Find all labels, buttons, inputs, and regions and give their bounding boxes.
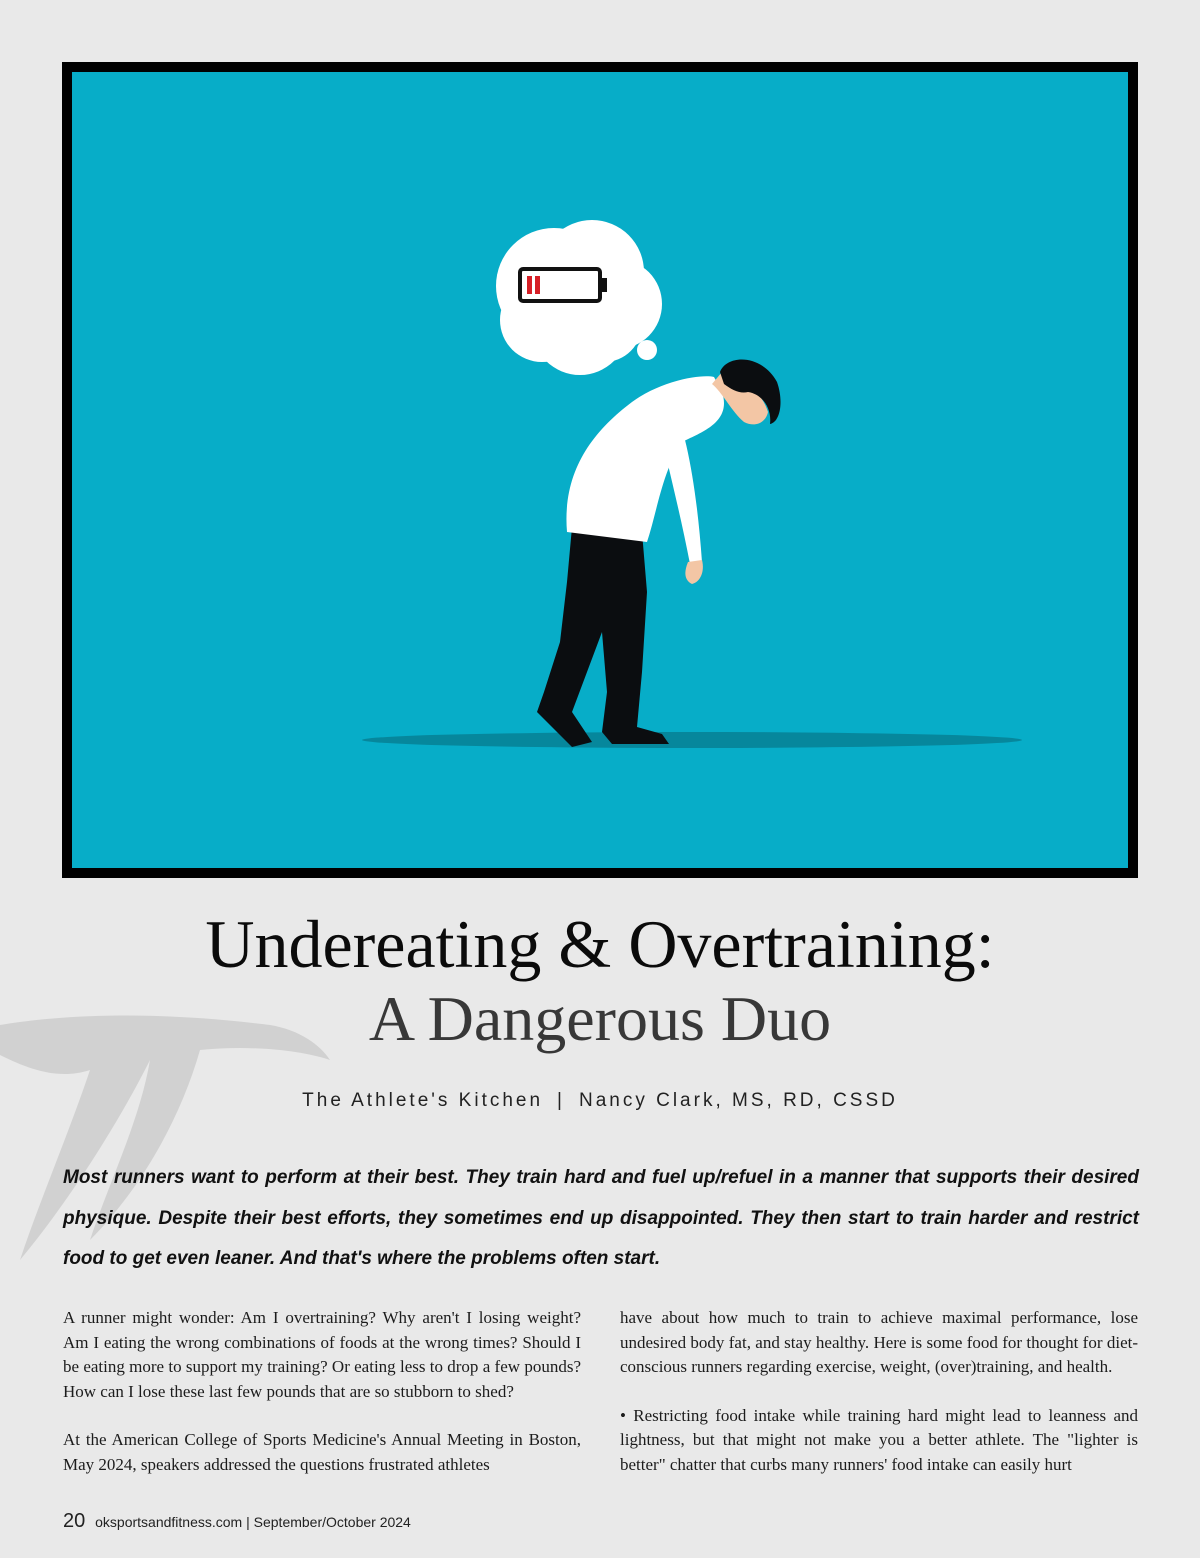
- tired-man-figure: [537, 360, 781, 747]
- tired-man-illustration: [72, 72, 1128, 868]
- byline: [0, 1090, 1200, 1112]
- article-title: Undereating & Overtraining:: [205, 906, 995, 982]
- body-paragraph: At the American College of Sports Medicine's Annual Meeting in Boston, May 2024, speakers addressed the questions frustrated athletes: [63, 1430, 581, 1474]
- footer-issue: September/October 2024: [253, 1514, 411, 1530]
- low-battery-icon: [520, 269, 607, 301]
- left-column: [63, 1306, 581, 1502]
- byline-separator: |: [557, 1090, 565, 1111]
- page-footer: [63, 1510, 411, 1533]
- ground-shadow: [362, 732, 1022, 748]
- hero-illustration: [62, 62, 1138, 878]
- footer-website: oksportsandfitness.com: [95, 1514, 243, 1530]
- body-paragraph: A runner might wonder: Am I overtraining? Why aren't I losing weight? Am I eating the wrong combinations of foods at the wrong times? Should I be eating more to support my training? Or eating less to drop a few pounds? How can I lose these last few pounds that are so stubborn to shed?: [63, 1308, 581, 1401]
- article-subtitle: A Dangerous Duo: [368, 983, 832, 1054]
- right-column: [620, 1306, 1138, 1502]
- footer-separator: |: [246, 1514, 250, 1530]
- page-number: 20: [63, 1510, 86, 1532]
- author-name: Nancy Clark, MS, RD, CSSD: [578, 1090, 898, 1111]
- column-name: The Athlete's Kitchen: [302, 1090, 544, 1111]
- lead-paragraph: Most runners want to perform at their best. They train hard and fuel up/refuel in a manner that supports their desired physique. Despite their best efforts, they sometimes end up disappointed. They then start to train harder and restrict food to get even leaner. And that's where the problems often start.: [63, 1167, 1139, 1269]
- body-paragraph: have about how much to train to achieve maximal performance, lose undesired body fat, and stay healthy. Here is some food for thought for diet-conscious runners regarding exercise, weight, (over)training, and health.: [620, 1308, 1138, 1377]
- body-paragraph: • Restricting food intake while training hard might lead to leanness and lightness, but that might not make you a better athlete. The "lighter is better" chatter that curbs many runners' food intake can easily hurt: [620, 1405, 1138, 1474]
